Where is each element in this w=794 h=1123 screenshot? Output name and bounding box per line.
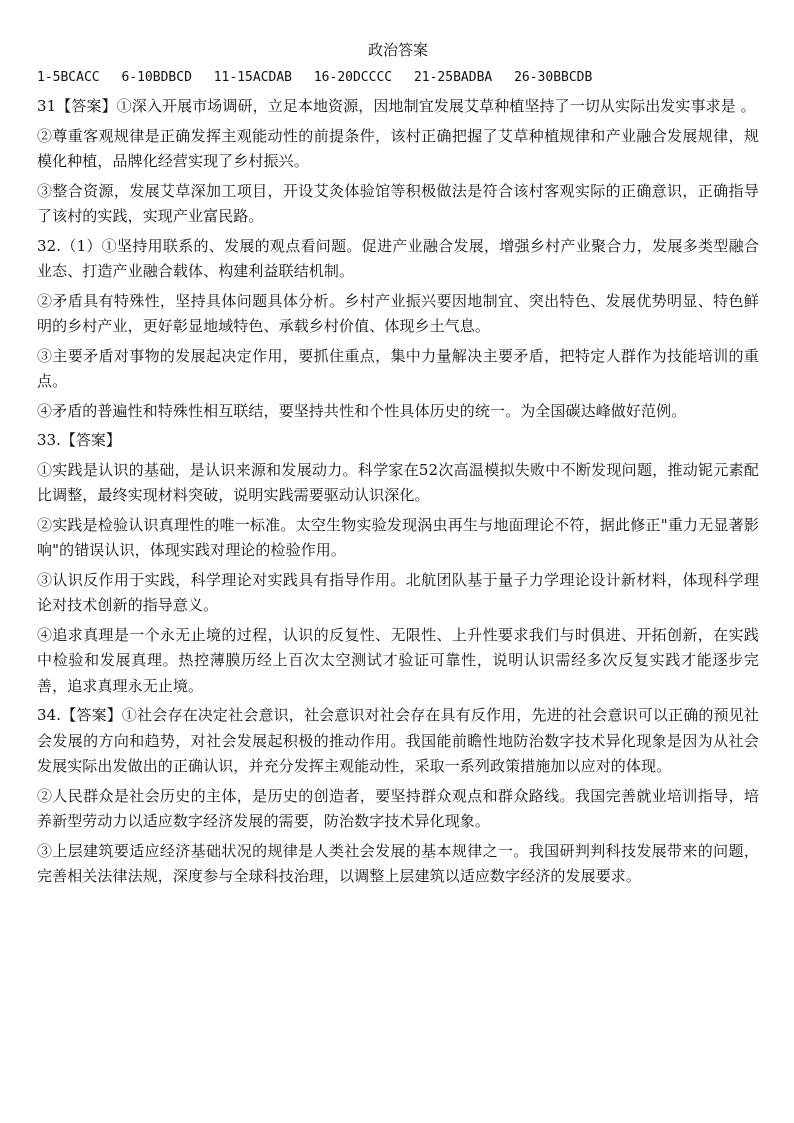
answer-key-group: 21-25BADBA — [413, 70, 493, 85]
answer-paragraph: 34.【答案】①社会存在决定社会意识，社会意识对社会存在具有反作用，先进的社会意识可以正确的预见社会发展的方向和趋势，对社会发展起积极的推动作用。我国能前瞻性地防治数字技术异化现象是因为从社会发展实际出发做出的正确认识，并充分发挥主观能动性，采取一系列政策措施加以应对的体现。 — [37, 706, 759, 775]
answer-paragraph: ②矛盾具有特殊性，坚持具体问题具体分析。乡村产业振兴要因地制宜、突出特色、发展优势明显、特色鲜明的乡村产业，更好彰显地域特色、承载乡村价值、体现乡土气息。 — [37, 291, 759, 335]
answer-paragraph: ③认识反作用于实践，科学理论对实践具有指导作用。北航团队基于量子力学理论设计新材料，体现科学理论对技术创新的指导意义。 — [37, 570, 759, 614]
question-32-answer — [37, 234, 759, 425]
answer-paragraph: ④追求真理是一个永无止境的过程，认识的反复性、无限性、上升性要求我们与时俱进、开拓创新，在实践中检验和发展真理。热控薄膜历经上百次太空测试才验证可靠性，说明认识需经多次反复实践才能逐步完善，追求真理永无止境。 — [37, 625, 759, 695]
answer-paragraph: ②实践是检验认识真理性的唯一标准。太空生物实验发现涡虫再生与地面理论不符，据此修正"重力无显著影响"的错误认识，体现实践对理论的检验作用。 — [37, 515, 759, 559]
answer-paragraph: 31【答案】①深入开展市场调研，立足本地资源，因地制宜发展艾草种植坚持了一切从实际出发实事求是 。 — [37, 97, 756, 115]
answer-paragraph: ①实践是认识的基础，是认识来源和发展动力。科学家在52次高温模拟失败中不断发现问题，推动铌元素配比调整，最终实现材料突破，说明实践需要驱动认识深化。 — [37, 460, 759, 504]
answer-key-group: 26-30BBCDB — [514, 70, 593, 85]
answer-paragraph: ③整合资源，发展艾草深加工项目，开设艾灸体验馆等积极做法是符合该村客观实际的正确意识，正确指导了该村的实践，实现产业富民路。 — [37, 181, 759, 225]
question-34-answer — [37, 703, 759, 890]
answer-paragraph: ②人民群众是社会历史的主体，是历史的创造者，要坚持群众观点和群众路线。我国完善就业培训指导，培养新型劳动力以适应数字经济发展的需要，防治数字技术异化现象。 — [37, 786, 759, 830]
answer-paragraph: ③主要矛盾对事物的发展起决定作用，要抓住重点，集中力量解决主要矛盾，把特定人群作为技能培训的重点。 — [37, 346, 759, 390]
choice-answer-key — [37, 68, 759, 88]
answer-paragraph: ②尊重客观规律是正确发挥主观能动性的前提条件，该村正确把握了艾草种植规律和产业融合发展规律，规模化种植，品牌化经营实现了乡村振兴。 — [37, 126, 759, 170]
answer-key-group: 11-15ACDAB — [213, 70, 293, 85]
answer-paragraph: 32.（1）①坚持用联系的、发展的观点看问题。促进产业融合发展，增强乡村产业聚合力，发展多类型融合业态、打造产业融合载体、构建利益联结机制。 — [37, 236, 759, 280]
answer-paragraph: ③上层建筑要适应经济基础状况的规律是人类社会发展的基本规律之一。我国研判判科技发展带来的问题，完善相关法律法规，深度参与全球科技治理，以调整上层建筑以适应数字经济的发展要求。 — [37, 841, 759, 885]
question-33-answer — [37, 428, 759, 699]
question-31-answer — [37, 94, 759, 230]
question-heading: 33.【答案】 — [37, 431, 121, 449]
answer-paragraph: ④矛盾的普遍性和特殊性相互联结，要坚持共性和个性具体历史的统一。为全国碳达峰做好范例。 — [37, 401, 687, 420]
answer-key-group: 6-10BDBCD — [121, 70, 192, 85]
answer-key-group: 1-5BCACC — [37, 70, 100, 85]
answer-document — [37, 40, 759, 894]
document-title: 政治答案 — [367, 41, 428, 59]
answer-key-group: 16-20DCCCC — [313, 70, 393, 85]
